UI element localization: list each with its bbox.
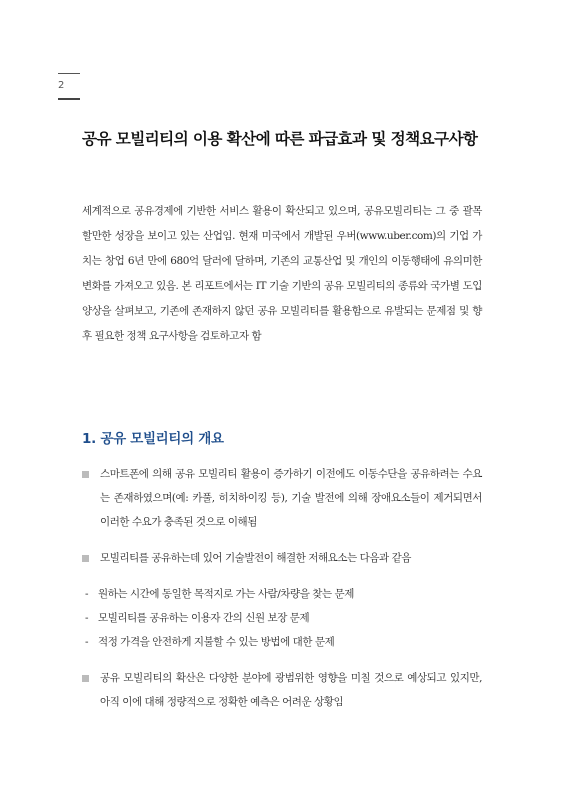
sub-item [82, 630, 482, 654]
bullet-text: 스마트폰에 의해 공유 모빌리티 활용이 증가하기 이전에도 이동수단을 공유하려는 수요는 존재하였으며(예: 카풀, 히치하이킹 등), 기술 발전에 의해 장애요소들이 제거되면서 이러한 수요가 충족된 것으로 이해됨 [100, 468, 482, 528]
intro-paragraph: 세계적으로 공유경제에 기반한 서비스 활용이 확산되고 있으며, 공유모빌리티는 그 중 괄목할만한 성장을 보이고 있는 산업임. 현재 미국에서 개발된 우버(www.uber.com)의 기업 가치는 창업 6년 만에 680억 달러에 달하며, 기존의 교통산업 및 개인의 이동행태에 유의미한 변화를 가져오고 있음. 본 리포트에서는 IT 기술 기반의 공유 모빌리티의 종류와 국가별 도입 양상을 살펴보고, 기존에 존재하지 않던 공유 모빌리티를 활용함으로 유발되는 문제점 및 향후 필요한 정책 요구사항을 검토하고자 함 [82, 205, 482, 342]
bullet-item [82, 462, 482, 534]
document-title: 공유 모빌리티의 이용 확산에 따른 파급효과 및 정책요구사항 [82, 130, 478, 148]
bullet-text: 공유 모빌리티의 확산은 다양한 분야에 광범위한 영향을 미칠 것으로 예상되고 있지만, 아직 이에 대해 정량적으로 정확한 예측은 어려운 상황임 [100, 672, 482, 708]
page-number: 2 [58, 80, 65, 91]
dash-marker: - [85, 636, 89, 648]
square-bullet-icon [82, 471, 89, 478]
square-bullet-icon [82, 555, 89, 562]
bullet-item [82, 546, 482, 570]
sub-item-text: 적정 가격을 안전하게 지불할 수 있는 방법에 대한 문제 [98, 636, 335, 648]
barrier-sub-list [82, 582, 482, 654]
page-number-rule-top [58, 73, 80, 74]
square-bullet-icon [82, 675, 89, 682]
dash-marker: - [85, 588, 89, 600]
bullet-item [82, 666, 482, 714]
bullet-text: 모빌리티를 공유하는데 있어 기술발전이 해결한 저해요소는 다음과 같음 [100, 552, 412, 564]
page-number-block [58, 73, 82, 100]
dash-marker: - [85, 612, 89, 624]
sub-item-text: 원하는 시간에 동일한 목적지로 가는 사람/차량을 찾는 문제 [98, 588, 354, 600]
page-number-rule-bottom [58, 98, 80, 100]
sub-item-text: 모빌리티를 공유하는 이용자 간의 신원 보장 문제 [98, 612, 310, 624]
section-heading-overview: 1. 공유 모빌리티의 개요 [82, 431, 224, 447]
overview-bullet-list [82, 462, 482, 714]
sub-item [82, 606, 482, 630]
sub-item [82, 582, 482, 606]
